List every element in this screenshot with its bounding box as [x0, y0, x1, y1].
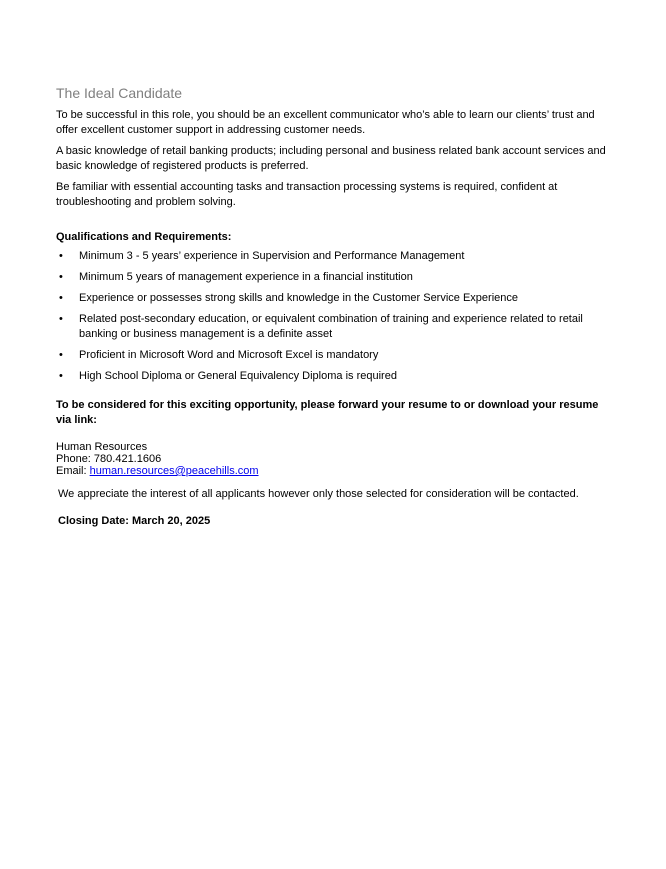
contact-department: Human Resources: [56, 441, 148, 453]
closing-date: Closing Date: March 20, 2025: [58, 515, 211, 527]
bullet-icon: •: [59, 292, 63, 304]
qualifications-list: [56, 249, 616, 384]
list-item: [56, 348, 616, 363]
spacer: [56, 216, 616, 230]
contact-email-label: Email:: [56, 465, 90, 477]
paragraph-knowledge: A basic knowledge of retail banking products; including personal and business related bank account services and basic knowledge of registered products is preferred.: [56, 145, 606, 172]
list-item-text: High School Diploma or General Equivalency Diploma is required: [79, 370, 397, 382]
contact-email-line: [56, 465, 616, 477]
list-item-text: Minimum 3 - 5 years’ experience in Supervision and Performance Management: [79, 250, 465, 262]
list-item-text: Minimum 5 years of management experience in a financial institution: [79, 271, 413, 283]
bullet-icon: •: [59, 370, 63, 382]
bullet-icon: •: [59, 313, 63, 325]
list-item: [56, 291, 616, 306]
list-item: [56, 249, 616, 264]
list-item: [56, 312, 616, 342]
list-item-text: Experience or possesses strong skills and knowledge in the Customer Service Experience: [79, 292, 518, 304]
contact-phone: Phone: 780.421.1606: [56, 453, 162, 465]
bullet-icon: •: [59, 349, 63, 361]
bullet-icon: •: [59, 250, 63, 262]
qualifications-title: Qualifications and Requirements:: [56, 231, 232, 243]
list-item-text: Proficient in Microsoft Word and Microsoft Excel is mandatory: [79, 349, 379, 361]
list-item-text: Related post-secondary education, or equivalent combination of training and experience related to retail banking or business management is a definite asset: [79, 313, 583, 340]
paragraph-communication: To be successful in this role, you should be an excellent communicator who’s able to learn our clients’ trust and offer excellent customer support in addressing customer needs.: [56, 109, 595, 136]
call-to-action: To be considered for this exciting opportunity, please forward your resume to or download your resume via link:: [56, 399, 599, 426]
bullet-icon: •: [59, 271, 63, 283]
email-link[interactable]: human.resources@peacehills.com: [89, 465, 259, 477]
list-item: [56, 369, 616, 384]
section-heading: The Ideal Candidate: [56, 85, 183, 101]
appreciation-note: We appreciate the interest of all applicants however only those selected for consideration will be contacted.: [58, 488, 579, 500]
job-posting-document: [56, 84, 616, 529]
contact-block: [56, 441, 616, 477]
paragraph-accounting: Be familiar with essential accounting tasks and transaction processing systems is required, confident at troubleshooting and problem solving.: [56, 181, 558, 208]
list-item: [56, 270, 616, 285]
